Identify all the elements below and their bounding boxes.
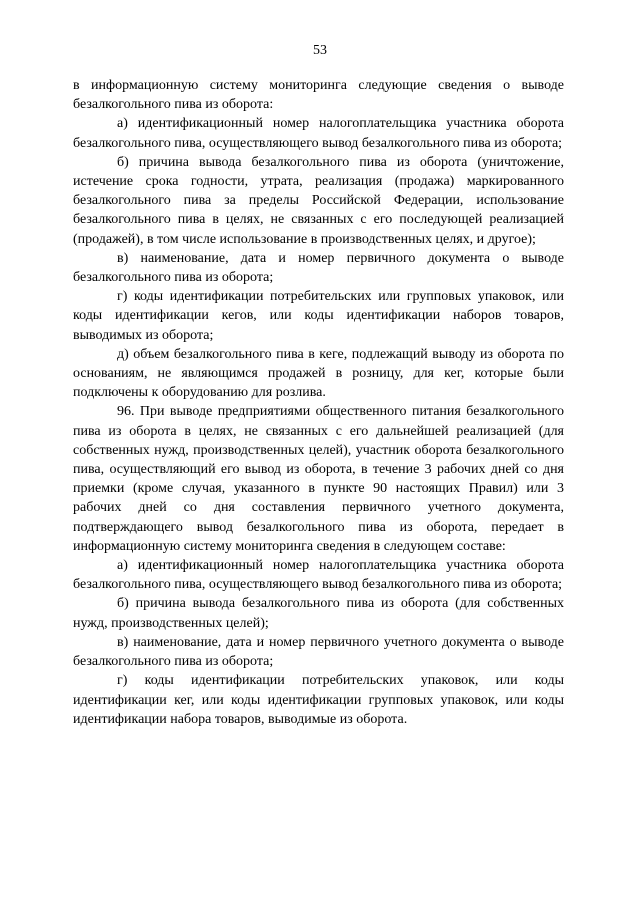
paragraph-clause-96: 96. При выводе предприятиями общественного питания безалкогольного пива из оборота в целях, не связанных с его дальнейшей реализацией (для собственных нужд, производственных целей), участник оборота безалкогольного пива, осуществляющий его вывод из оборота, в течение 3 рабочих дней со дня приемки (кроме случая, указанного в пункте 90 настоящих Правил) или 3 рабочих дней со дня составления первичного учетного документа, подтверждающего вывод безалкогольного пива из оборота, передает в информационную систему мониторинга сведения в следующем составе: [73, 404, 564, 554]
document-body [73, 76, 564, 729]
page-number: 53 [313, 43, 327, 58]
paragraph-item-g-2: г) коды идентификации потребительских упаковок, или коды идентификации кег, или коды идентификации групповых упаковок, или коды идентификации набора товаров, выводимые из оборота. [73, 673, 564, 727]
paragraph-continuation: в информационную систему мониторинга следующие сведения о выводе безалкогольного пива из оборота: [73, 78, 564, 113]
paragraph-item-g: г) коды идентификации потребительских или групповых упаковок, или коды идентификации кегов, или коды идентификации наборов товаров, выводимых из оборота; [73, 289, 564, 343]
paragraph-item-d: д) объем безалкогольного пива в кеге, подлежащий выводу из оборота по основаниям, не являющимся продажей в розницу, для кег, которые были подключены к оборудованию для розлива. [73, 346, 564, 401]
paragraph-item-v: в) наименование, дата и номер первичного документа о выводе безалкогольного пива из оборота; [73, 250, 564, 286]
paragraph-item-b: б) причина вывода безалкогольного пива из оборота (уничтожение, истечение срока годности, утрата, реализация (продажа) маркированного безалкогольного пива за пределы Российской Федерации, использование безалкогольного пива в целях, не связанных с его последующей реализацией (продажей), в том числе использование в производственных целях, и другое); [73, 154, 564, 247]
paragraph-item-a-2: а) идентификационный номер налогоплательщика участника оборота безалкогольного пива, осуществляющего вывод безалкогольного пива из оборота; [73, 558, 564, 593]
paragraph-item-a: а) идентификационный номер налогоплательщика участника оборота безалкогольного пива, осуществляющего вывод безалкогольного пива из оборота; [73, 116, 564, 151]
paragraph-item-v-2: в) наименование, дата и номер первичного учетного документа о выводе безалкогольного пива из оборота; [73, 634, 564, 670]
paragraph-item-b-2: б) причина вывода безалкогольного пива из оборота (для собственных нужд, производственных целей); [73, 596, 564, 631]
